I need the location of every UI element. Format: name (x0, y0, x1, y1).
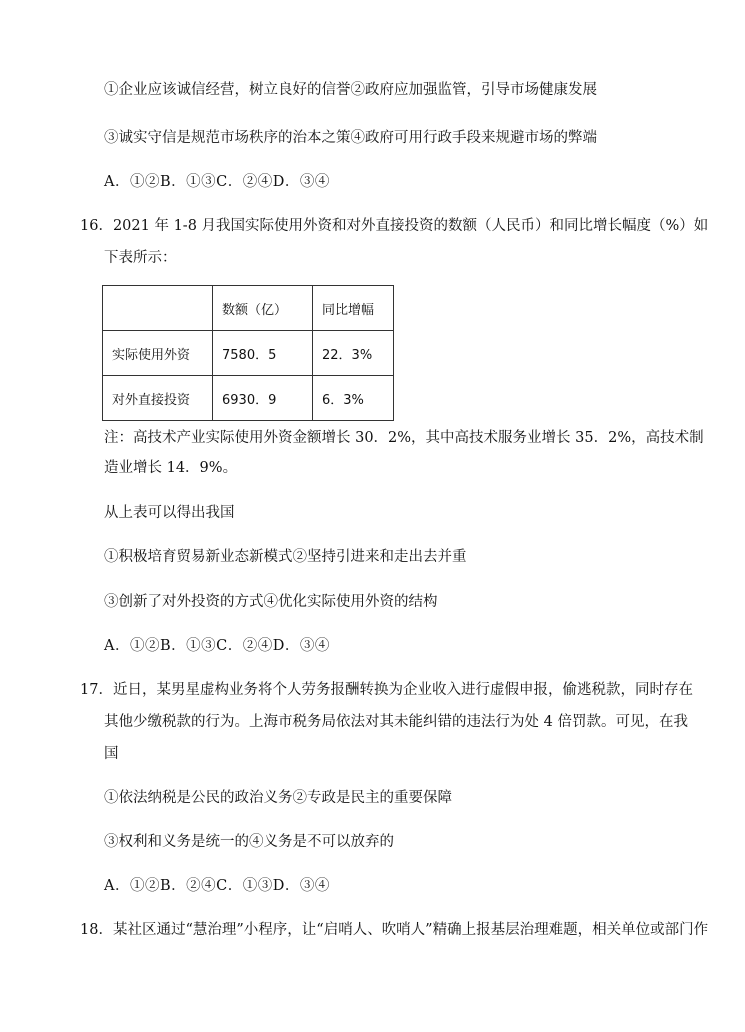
table-cell: 7580．5 (213, 331, 313, 376)
table-cell: 22．3% (313, 331, 394, 376)
q15-option-line-1: ①企业应该诚信经营，树立良好的信誉②政府应加强监管，引导市场健康发展 (104, 82, 597, 98)
q16-lead-text: 从上表可以得出我国 (104, 505, 235, 521)
table-cell: 6．3% (313, 376, 394, 421)
q16-answer-choices: A．①②B．①③C．②④D．③④ (104, 638, 330, 654)
q16-note-line-2: 造业增长 14．9%。 (104, 460, 238, 476)
table-header-cell: 同比增幅 (313, 286, 394, 331)
q16-note-line-1: 注：高技术产业实际使用外资金额增长 30．2%，其中高技术服务业增长 35．2%，高技术制 (104, 430, 704, 446)
q17-stem-line-1: 17．近日，某男星虚构业务将个人劳务报酬转换为企业收入进行虚假申报，偷逃税款，同时存在 (80, 682, 693, 698)
q17-answer-choices: A．①②B．②④C．①③D．③④ (104, 878, 330, 894)
table-cell: 实际使用外资 (103, 331, 213, 376)
table-row (103, 376, 394, 421)
table-row (103, 331, 394, 376)
q16-data-table (102, 285, 394, 421)
q15-answer-choices: A．①②B．①③C．②④D．③④ (104, 174, 330, 190)
q15-option-line-2: ③诚实守信是规范市场秩序的治本之策④政府可用行政手段来规避市场的弊端 (104, 130, 597, 146)
q16-option-line-2: ③创新了对外投资的方式④优化实际使用外资的结构 (104, 594, 438, 610)
q17-stem-line-3: 国 (104, 746, 119, 762)
q16-stem-line-1: 16．2021 年 1-8 月我国实际使用外资和对外直接投资的数额（人民币）和同比增长幅度（%）如 (80, 218, 709, 234)
q18-stem-line-1: 18．某社区通过“慧治理”小程序，让“启哨人、吹哨人”精确上报基层治理难题，相关单位或部门作 (80, 922, 709, 938)
table-header-cell: 数额（亿） (213, 286, 313, 331)
table-header-row (103, 286, 394, 331)
q17-stem-line-2: 其他少缴税款的行为。上海市税务局依法对其未能纠错的违法行为处 4 倍罚款。可见，在我 (104, 714, 688, 730)
table-cell: 6930．9 (213, 376, 313, 421)
table-cell: 对外直接投资 (103, 376, 213, 421)
table-header-cell (103, 286, 213, 331)
q16-stem-line-2: 下表所示： (104, 250, 177, 266)
q16-option-line-1: ①积极培育贸易新业态新模式②坚持引进来和走出去并重 (104, 549, 467, 565)
q17-option-line-1: ①依法纳税是公民的政治义务②专政是民主的重要保障 (104, 790, 452, 806)
q17-option-line-2: ③权利和义务是统一的④义务是不可以放弃的 (104, 834, 394, 850)
